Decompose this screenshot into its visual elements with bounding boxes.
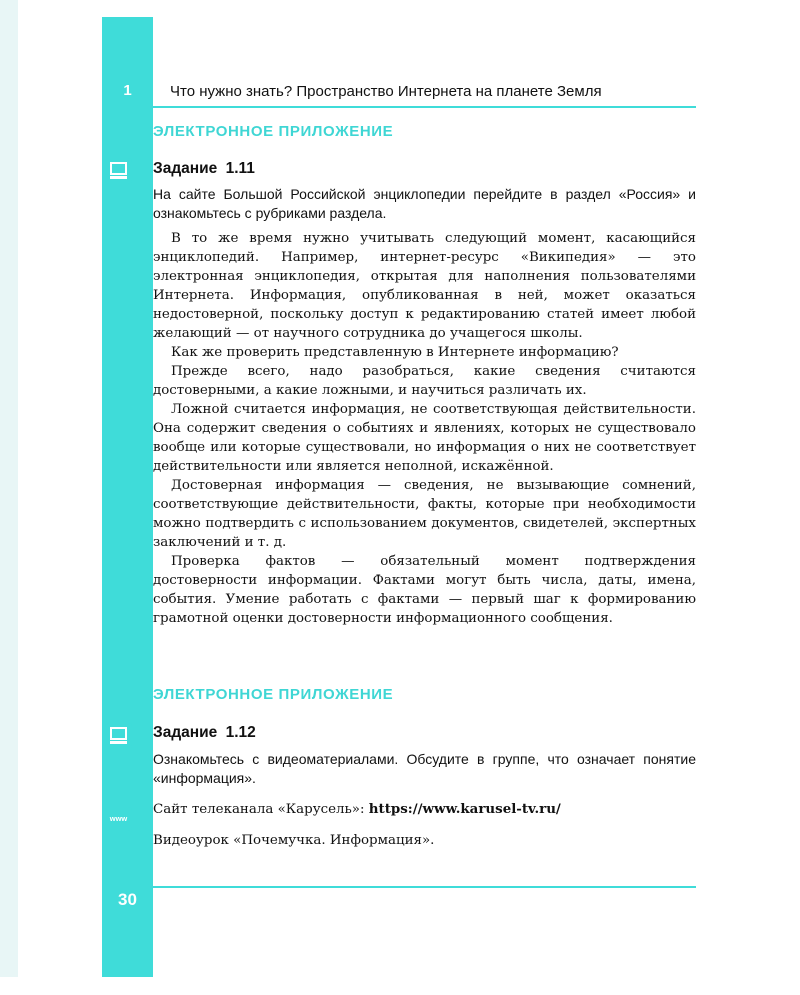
- paragraph: Достоверная информация — сведения, не вызывающие сомнений, соответствующие действительности, факты, которые при необходимости можно подтвердить с использованием документов, свидетелей, экспертных заключений и т. д.: [153, 478, 696, 550]
- paragraph: Ложной считается информация, не соответствующая действительности. Она содержит сведения о событиях и явлениях, которых не существовало вообще или которые существовали, но информация о них не соответствует действительности или является неполной, искажённой.: [153, 402, 696, 474]
- paragraph: Прежде всего, надо разобраться, какие сведения считаются достоверными, а какие ложными, и научиться различать их.: [153, 364, 696, 398]
- section-label-1: ЭЛЕКТРОННОЕ ПРИЛОЖЕНИЕ: [153, 123, 394, 140]
- paragraph: Проверка фактов — обязательный момент подтверждения достоверности информации. Фактами могут быть числа, даты, имена, события. Умение работать с фактами — первый шаг к формированию грамотной оценки достоверности информационного сообщения.: [153, 554, 696, 626]
- task-text-1-12: Ознакомьтесь с видеоматериалами. Обсудите в группе, что означает понятие «информация».: [153, 751, 696, 786]
- computer-icon: [105, 723, 132, 749]
- header-divider: [102, 106, 696, 108]
- resource-site-link[interactable]: https://www.karusel-tv.ru/: [368, 801, 561, 817]
- page-number: 30: [118, 890, 137, 909]
- resource-site-label: Сайт телеканала «Карусель»:: [153, 802, 365, 817]
- paragraph: Как же проверить представленную в Интернете информацию?: [171, 345, 619, 360]
- computer-icon: [105, 158, 132, 184]
- chapter-number: 1: [123, 82, 132, 99]
- page-margin-band: [0, 0, 18, 977]
- www-icon: www: [105, 807, 132, 831]
- footer-divider: [102, 886, 696, 888]
- task-title-1-11: Задание 1.11: [153, 160, 255, 177]
- resource-site-line: [153, 801, 561, 817]
- paragraph: В то же время нужно учитывать следующий момент, касающийся энциклопедий. Например, интернет-ресурс «Википедия» — это электронная энциклопедия, открытая для наполнения пользователями Интернета. Информация, опубликованная в ней, может оказаться недостоверной, поскольку доступ к редактированию статей имеет любой желающий — от научного сотрудника до учащегося школы.: [153, 231, 696, 341]
- section-label-2: ЭЛЕКТРОННОЕ ПРИЛОЖЕНИЕ: [153, 686, 394, 703]
- task-text-1-11: На сайте Большой Российской энциклопедии перейдите в раздел «Россия» и ознакомьтесь с рубриками раздела.: [153, 186, 696, 221]
- main-body-text: [153, 229, 696, 628]
- resource-video-title: Видеоурок «Почемучка. Информация».: [153, 833, 435, 848]
- task-title-1-12: Задание 1.12: [153, 724, 256, 741]
- running-header-title: Что нужно знать? Пространство Интернета на планете Земля: [170, 83, 602, 100]
